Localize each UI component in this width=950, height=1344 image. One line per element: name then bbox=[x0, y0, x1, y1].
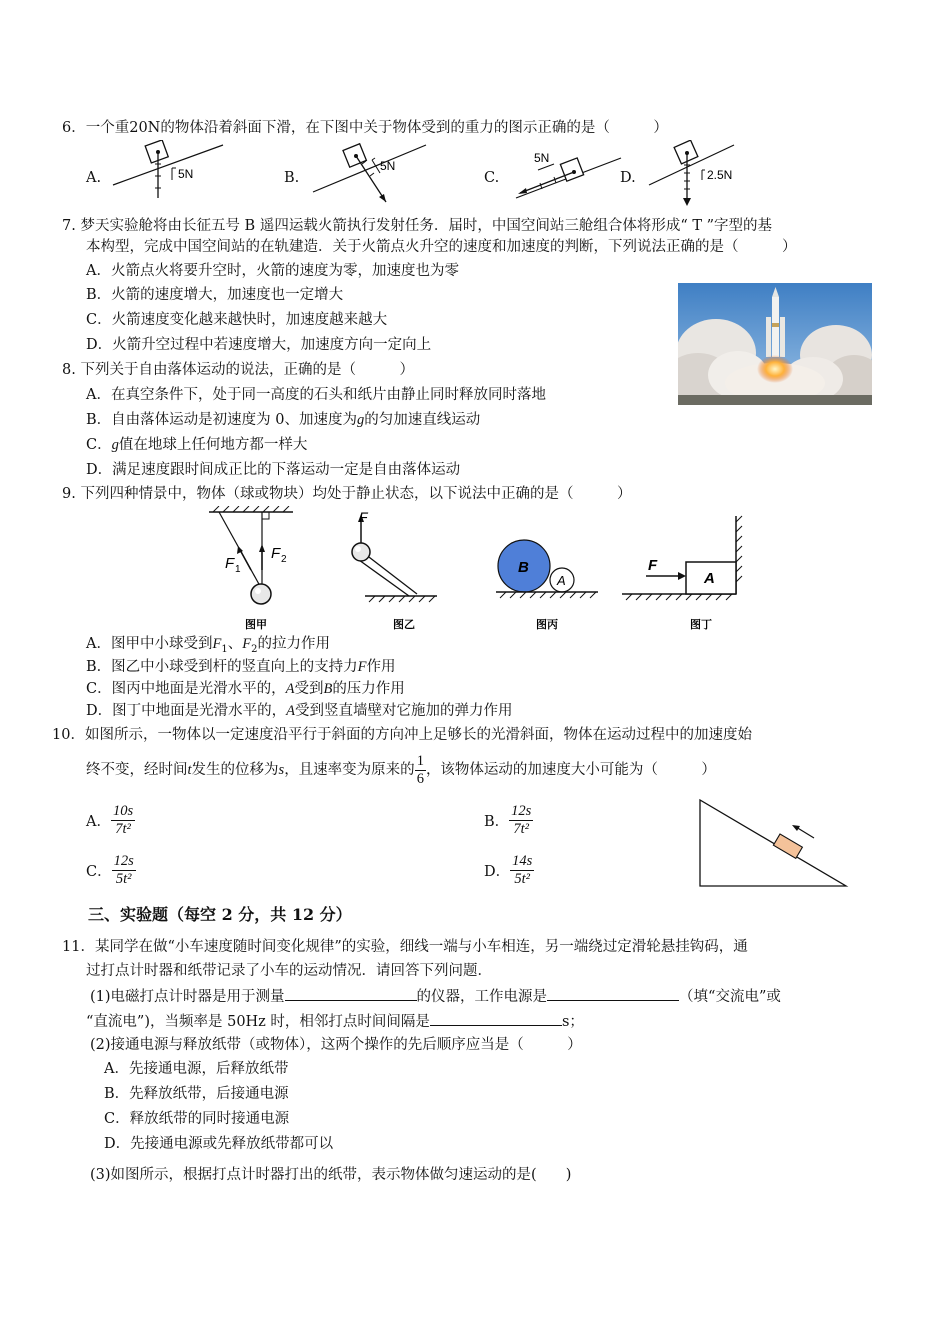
q11-stem-line2: 过打点计时器和纸带记录了小车的运动情况．请回答下列问题． bbox=[86, 963, 492, 979]
q9-fig-label-bing: 图丙 bbox=[536, 619, 558, 631]
q6-option-a-label: A. bbox=[86, 170, 102, 186]
q10-option-d-frac bbox=[510, 853, 534, 888]
q10-option-c-label: C． bbox=[86, 864, 112, 880]
q9-figure-jia bbox=[205, 506, 300, 632]
q10-option-c-frac bbox=[112, 853, 136, 888]
q10-option-b-den: 7t² bbox=[513, 821, 530, 837]
q10-option-a-den: 7t² bbox=[115, 821, 131, 837]
q7-stem-line2: 本构型，完成中国空间站的在轨建造．关于火箭点火升空的速度和加速度的判断，下列说法正确的是（ ） bbox=[86, 239, 797, 255]
q10-option-d-label: D． bbox=[484, 864, 511, 880]
q8-option-b-text2: 的匀加速直线运动 bbox=[364, 412, 481, 428]
q8-option-c-g: g bbox=[111, 437, 119, 453]
q8-option-c bbox=[86, 435, 307, 455]
q10-stem-line1: 10．如图所示，一物体以一定速度沿平行于斜面的方向冲上足够长的光滑斜面，物体在运动过程中的加速度始 bbox=[52, 727, 752, 743]
q10-option-b-frac bbox=[509, 803, 533, 838]
q10-option-d bbox=[484, 853, 534, 888]
q10-option-c-den: 5t² bbox=[115, 871, 132, 887]
q11-part1-text1: (1)电磁打点计时器是用于测量 bbox=[90, 989, 285, 1005]
q10-stem2-text3: ，且速率变为原来的 bbox=[284, 762, 415, 778]
q10-option-d-num: 14s bbox=[512, 853, 533, 869]
q11-stem-line1: 11．某同学在做“小车速度随时间变化规律”的实验，细线一端与小车相连，另一端绕过定滑轮悬挂钩码，通 bbox=[62, 939, 748, 955]
q11-option-d: D．先接通电源或先释放纸带都可以 bbox=[104, 1136, 334, 1152]
q9-option-a-f2-sub: 2 bbox=[251, 643, 258, 655]
q9-option-a-f1-sub: 1 bbox=[221, 643, 228, 655]
q10-option-a bbox=[86, 803, 135, 838]
q10-option-b-label: B． bbox=[484, 814, 510, 830]
q11-part1-text2: 的仪器，工作电源是 bbox=[416, 989, 548, 1005]
q8-option-d: D．满足速度跟时间成正比的下落运动一定是自由落体运动 bbox=[86, 462, 461, 478]
q9-option-a-text2: 的拉力作用 bbox=[257, 636, 330, 652]
answer-blank-1[interactable] bbox=[285, 986, 417, 1001]
q10-stem2-text4: ，该物体运动的加速度大小可能为（ ） bbox=[425, 762, 716, 778]
q6-scale-b: 5N bbox=[380, 159, 396, 173]
q6-figure-a bbox=[108, 140, 228, 200]
q9-option-c-b: B bbox=[323, 681, 333, 697]
q9-fig-label-ding: 图丁 bbox=[690, 619, 712, 631]
q6-option-c-label: C. bbox=[484, 170, 500, 186]
q11-option-a: A．先接通电源，后释放纸带 bbox=[104, 1061, 289, 1077]
q9-option-b-text1: B．图乙中小球受到杆的竖直向上的支持力 bbox=[86, 659, 358, 675]
q11-part1-line2 bbox=[86, 1011, 584, 1032]
q9-option-a-text1: A．图甲中小球受到 bbox=[86, 636, 213, 652]
q8-option-b bbox=[86, 410, 480, 430]
q9-option-b-f: F bbox=[357, 659, 367, 675]
q9-option-d bbox=[86, 701, 512, 721]
q9-fig-label-jia: 图甲 bbox=[245, 619, 267, 631]
q10-option-b-num: 12s bbox=[511, 803, 532, 819]
q6-scale-c: 5N bbox=[534, 151, 550, 165]
q10-var-t: t bbox=[187, 762, 192, 778]
q9-jia-f2-sub: 2 bbox=[281, 554, 287, 565]
q9-option-d-text2: 受到竖直墙壁对它施加的弹力作用 bbox=[294, 703, 513, 719]
q6-option-b-label: B. bbox=[284, 170, 300, 186]
q10-fraction-den: 6 bbox=[416, 770, 424, 787]
q9-jia-f2: F bbox=[271, 545, 281, 562]
q11-part1-text3: （填“交流电”或 bbox=[679, 989, 781, 1005]
q6-figure-b bbox=[308, 140, 428, 210]
q7-option-a: A．火箭点火将要升空时，火箭的速度为零，加速度也为零 bbox=[86, 263, 459, 279]
q10-stem2-text2: 发生的位移为 bbox=[191, 762, 279, 778]
q10-option-a-num: 10s bbox=[112, 803, 134, 819]
q10-option-c-num: 12s bbox=[113, 853, 134, 869]
q9-yi-f: F bbox=[359, 509, 368, 525]
q9-option-a-sep: 、 bbox=[227, 636, 243, 652]
answer-blank-3[interactable] bbox=[430, 1011, 562, 1026]
q11-part1-text5: s； bbox=[561, 1014, 584, 1030]
q10-option-a-label: A． bbox=[86, 814, 111, 830]
q10-stem-line2 bbox=[86, 752, 716, 788]
answer-blank-2[interactable] bbox=[547, 986, 679, 1001]
q9-fig-label-yi: 图乙 bbox=[393, 619, 415, 631]
q11-part1-line1 bbox=[90, 986, 781, 1007]
q9-option-c-text2: 受到 bbox=[294, 681, 324, 697]
q9-figure-bing bbox=[492, 506, 602, 632]
q6-figure-d bbox=[644, 140, 764, 210]
q10-fraction-num: 1 bbox=[416, 752, 424, 769]
q8-option-b-text1: B．自由落体运动是初速度为 0、加速度为 bbox=[86, 412, 357, 428]
q9-figure-yi bbox=[345, 506, 445, 632]
q10-fraction bbox=[415, 753, 426, 788]
q9-ding-a: A bbox=[704, 570, 715, 587]
q9-option-a-f2: F bbox=[242, 636, 252, 652]
q6-stem: 6．一个重20N的物体沿着斜面下滑，在下图中关于物体受到的重力的图示正确的是（ ） bbox=[62, 120, 668, 136]
q11-option-c: C．释放纸带的同时接通电源 bbox=[104, 1111, 290, 1127]
q9-option-c bbox=[86, 679, 405, 699]
q9-option-c-a: A bbox=[285, 681, 295, 697]
q9-stem: 9. 下列四种情景中，物体（球或物块）均处于静止状态，以下说法中正确的是（ ） bbox=[62, 486, 632, 502]
q9-option-a bbox=[86, 634, 330, 660]
q11-option-b: B．先释放纸带，后接通电源 bbox=[104, 1086, 289, 1102]
q9-jia-f1: F bbox=[225, 555, 235, 572]
q11-part2: (2)接通电源与释放纸带（或物体），这两个操作的先后顺序应当是（ ） bbox=[90, 1037, 582, 1053]
q9-figure-ding bbox=[618, 506, 748, 632]
q9-bing-b: B bbox=[518, 559, 529, 576]
q10-option-c bbox=[86, 853, 136, 888]
q9-jia-f1-sub: 1 bbox=[235, 564, 241, 575]
q6-scale-d: 2.5N bbox=[707, 168, 733, 182]
q9-option-d-a: A bbox=[286, 703, 295, 719]
q9-option-c-text1: C．图丙中地面是光滑水平的， bbox=[86, 681, 286, 697]
rocket-launch-photo bbox=[678, 283, 872, 405]
q6-option-d-label: D. bbox=[620, 170, 636, 186]
q9-option-b-text2: 作用 bbox=[366, 659, 396, 675]
q10-option-b bbox=[484, 803, 533, 838]
q8-option-a: A．在真空条件下，处于同一高度的石头和纸片由静止同时释放同时落地 bbox=[86, 387, 546, 403]
q11-part1-text4: “直流电”)，当频率是 50Hz 时，相邻打点时间间隔是 bbox=[86, 1014, 430, 1030]
q9-option-b bbox=[86, 657, 396, 677]
q10-stem2-text1: 终不变，经时间 bbox=[86, 762, 188, 778]
q9-option-c-text3: 的压力作用 bbox=[332, 681, 405, 697]
q8-option-c-text1: C． bbox=[86, 437, 112, 453]
section-3-heading: 三、实验题（每空 2 分，共 12 分） bbox=[88, 905, 352, 924]
q10-option-d-den: 5t² bbox=[514, 871, 531, 887]
q9-option-a-f1: F bbox=[212, 636, 222, 652]
q6-figure-c bbox=[506, 148, 626, 204]
q8-stem: 8. 下列关于自由落体运动的说法，正确的是（ ） bbox=[62, 362, 414, 378]
q10-option-a-frac bbox=[111, 803, 135, 838]
q10-incline-figure bbox=[696, 796, 850, 890]
q7-stem-line1: 7. 梦天实验舱将由长征五号 B 遥四运载火箭执行发射任务．届时，中国空间站三舱组合体将形成“ T ”字型的基 bbox=[62, 218, 773, 234]
q6-scale-a: 5N bbox=[178, 167, 194, 181]
q9-ding-f: F bbox=[648, 557, 658, 574]
q7-option-b: B．火箭的速度增大，加速度也一定增大 bbox=[86, 287, 344, 303]
q7-option-d: D．火箭升空过程中若速度增大，加速度方向一定向上 bbox=[86, 337, 432, 353]
q10-var-s: s bbox=[278, 762, 285, 778]
q9-bing-a: A bbox=[557, 573, 566, 588]
q7-option-c: C．火箭速度变化越来越快时，加速度越来越大 bbox=[86, 312, 388, 328]
q8-option-c-text2: 值在地球上任何地方都一样大 bbox=[118, 437, 308, 453]
q11-part3: (3)如图所示，根据打点计时器打出的纸带，表示物体做匀速运动的是( ) bbox=[90, 1167, 572, 1183]
q8-option-b-g: g bbox=[357, 412, 365, 428]
q9-option-d-text1: D．图丁中地面是光滑水平的， bbox=[86, 703, 287, 719]
